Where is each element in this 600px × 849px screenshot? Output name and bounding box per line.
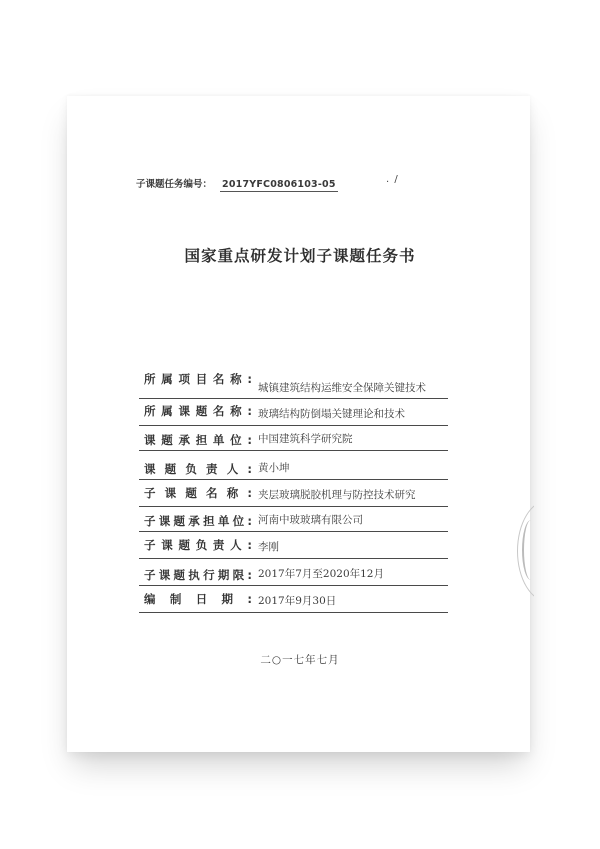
form-value: 中国建筑科学研究院 — [258, 433, 353, 445]
form-label: 所属课题名称: — [144, 404, 252, 418]
form-row-subtopic — [139, 480, 448, 507]
handwritten-marks: . / — [386, 174, 399, 185]
document-date: 二○一七年七月 — [260, 654, 340, 666]
form-value: 城镇建筑结构运维安全保障关键技术 — [258, 382, 426, 394]
form-row-period — [139, 559, 448, 586]
form-value: 玻璃结构防倒塌关键理论和技术 — [258, 408, 405, 420]
form-row-subtopic-leader — [139, 532, 448, 559]
form-value: 夹层玻璃脱胶机理与防控技术研究 — [258, 489, 416, 501]
form-value: 2017年9月30日 — [258, 595, 337, 607]
form-row-topic — [139, 399, 448, 426]
form-value: 河南中玻玻璃有限公司 — [258, 514, 363, 526]
form-label: 所属项目名称: — [144, 372, 252, 386]
info-form — [139, 358, 448, 613]
document-title: 国家重点研发计划子课题任务书 — [184, 247, 416, 265]
form-label: 课题承担单位: — [144, 433, 252, 447]
form-value: 李刚 — [258, 541, 279, 553]
form-row-project — [139, 358, 448, 399]
form-value: 黄小坤 — [258, 462, 290, 474]
task-number-value: 2017YFC0806103-05 — [222, 179, 336, 190]
form-row-subtopic-unit — [139, 507, 448, 532]
form-label: 子课题名称: — [144, 486, 252, 500]
task-number-label: 子课题任务编号： — [136, 179, 213, 190]
form-label: 子课题承担单位: — [144, 514, 252, 528]
form-value: 2017年7月至2020年12月 — [258, 568, 384, 580]
seal-stamp-inner-edge — [522, 520, 540, 580]
form-label: 编制日期: — [144, 592, 252, 606]
task-number — [136, 176, 338, 192]
form-label: 子课题负责人: — [144, 538, 252, 552]
form-label: 子课题执行期限: — [144, 568, 252, 582]
form-row-date — [139, 586, 448, 613]
form-row-topic-unit — [139, 426, 448, 451]
form-row-topic-leader — [139, 451, 448, 480]
form-label: 课题负责人: — [144, 462, 252, 476]
